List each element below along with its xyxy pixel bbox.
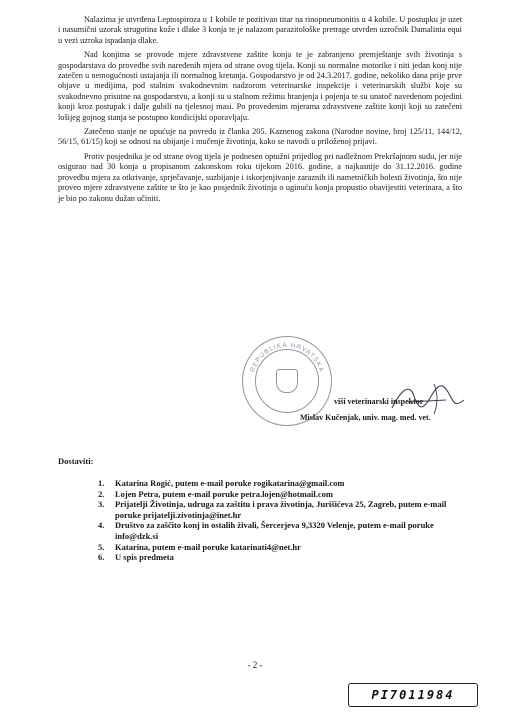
list-item-text: Katarina Rogić, putem e-mail poruke rogikatarina@gmail.com <box>115 478 345 488</box>
recipients-list <box>98 478 462 563</box>
stamp-text: REPUBLIKA HRVATSKA <box>249 341 325 374</box>
list-item <box>98 478 462 489</box>
paragraph-criminal-code: Zatečeno stanje ne upućuje na povredu iz članka 205. Kaznenog zakona (Narodne novine, broj 125/11, 144/12, 56/15, 61/15) koji se odnosi na ubijanje i mučenje životinja, kako se navodi u priloženoj prijavi. <box>58 127 462 147</box>
list-item <box>98 499 462 520</box>
signature-block <box>300 394 500 426</box>
list-item-text: Lojen Petra, putem e-mail poruke petra.lojen@hotmail.com <box>115 488 334 499</box>
page-number: - 2 - <box>247 660 263 670</box>
list-item <box>98 488 462 500</box>
list-item-text: Katarina, putem e-mail poruke katarinati4@net.hr <box>115 541 301 552</box>
paragraph-findings: Nalazima je utvrđena Leptospiroza u 1 kobile te pozitivan titar na rinopneumonitis u 4 kobile. U postupku je uzet i nasumični uzorak strugotina kože i dlake 3 konja te je nalazom parazitološke pretrage utvrđen uzročnik Damalinia equi u vezi uzroka ispadanja dlake. <box>58 15 462 45</box>
paragraph-proceedings: Protiv posjednika je od strane ovog tijela je podnesen optužni prijedlog pri nadležnom Prekršajnom sudu, jer nije osigurao nad 30 konja u propisanom zakonskom roku tijekom 2016. godine, a najkasnije do 31.12.2016. godine provedbu mjera za otkrivanje, sprječavanje, suzbijanje i iskorjenjivanje zaraznih ili nametničkih bolesti životinja, što nije proveo mjere zdravstvene zaštite te što je kao posjednik životinja o uginuću konja propustio obavijestiti veterinara, a što je bio po zakonu dužan učiniti. <box>58 151 462 203</box>
list-item-text: Društvo za zaščito konj in ostalih živali, Šercerjeva 9,3320 Velenje, putem e-mail poruke info@dzk.si <box>115 520 434 541</box>
list-item-number: 6. <box>98 552 105 563</box>
list-item <box>98 552 462 563</box>
document-barcode-label: PI7011984 <box>348 683 478 707</box>
list-item-number: 1. <box>98 478 105 488</box>
list-item <box>98 541 462 553</box>
list-item-text: Prijatelji Životinja, udruga za zaštitu i prava životinja, Jurišićeva 25, Zagreb, putem e-mail poruke prijatelji.zivotinja@inet.hr <box>115 499 447 520</box>
list-item <box>98 520 462 541</box>
recipients-heading: Dostaviti: <box>58 456 94 466</box>
list-item-number: 2. <box>98 488 105 499</box>
coat-of-arms-icon <box>276 369 298 393</box>
signatory-name: Mislav Kučenjak, univ. mag. med. vet. <box>300 413 431 422</box>
list-item-text: U spis predmeta <box>115 552 174 563</box>
letter-body <box>58 15 462 208</box>
signatory-title: viši veterinarski inspektor <box>334 397 424 406</box>
list-item-number: 5. <box>98 541 105 552</box>
list-item-number: 4. <box>98 520 105 531</box>
paragraph-measures: Nad konjima se provode mjere zdravstvene zaštite konja te je zabranjeno premještanje svih životinja s gospodarstava do provedbe svih naređenih mjera od strane ovog tijela. Konji su normalne motorike i niti jedan konj nije zatečen u nemogućnosti ustajanja ili normalnog kretanja. Gospodarstvo je od 24.3.2017. godine, nekoliko dana prije prvе objave u medijima, pod stalnim svakodnevnim nadzorom veterinarske inspekcije i veterinarskih službi koje su svakodnevno prisutne na gospodarstvu, a konji su u stalnom režimu hranjenja i pojenja te su unatoč navedenom pojedini konji kroz postupak i dalje gubili na tjelesnoj masi. Po provedenim mjerama zdravstvene zaštite konji koji su zatečeni lošijeg gojnog stanja se postupno kondicijski oporavljaju. <box>58 50 462 122</box>
list-item-number: 3. <box>98 499 105 510</box>
